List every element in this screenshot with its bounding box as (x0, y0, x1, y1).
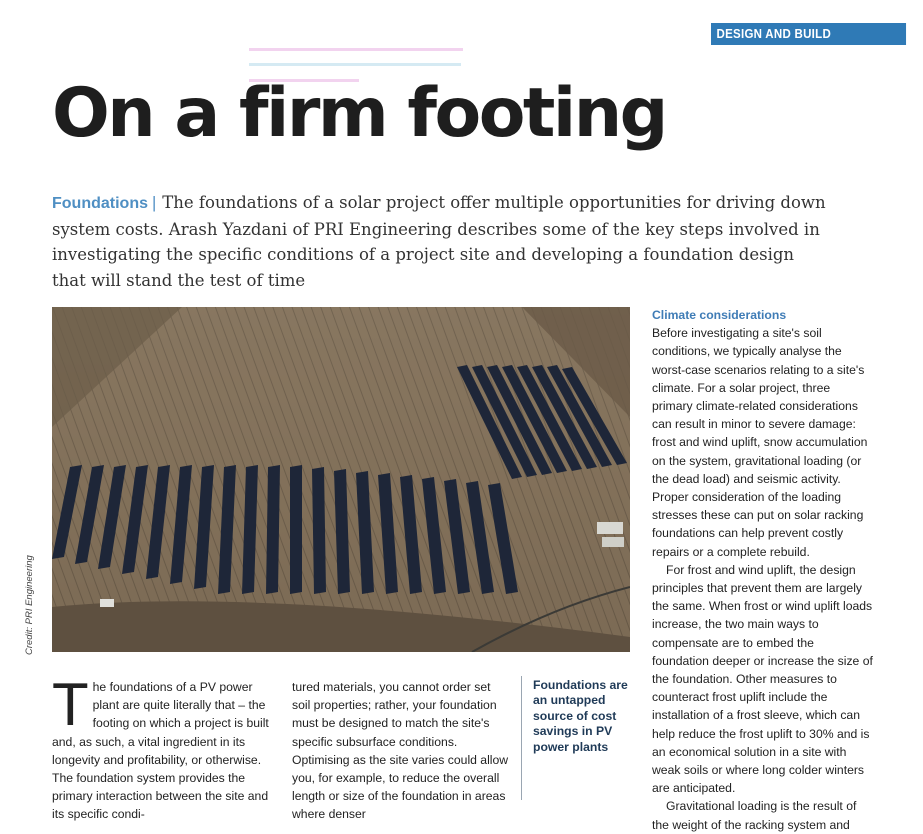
body-paragraph: Gravitational loading is the result of the weight of the racking system and (652, 799, 857, 832)
standfirst-separator: | (151, 194, 157, 212)
drop-cap: T (52, 671, 89, 738)
body-column-2 (292, 678, 512, 824)
standfirst (52, 190, 832, 293)
body-text: he foundations of a PV power plant are quite literally that – the footing on which a project is built and, as such, a vital ingredient in its longevity and profitability, or otherwise. The foundation system provides the primary interaction between the site and its specific condi- (52, 680, 269, 822)
body-column-4 (652, 306, 874, 834)
photo-credit: Credit: PRI Engineering (24, 555, 35, 655)
body-paragraph: For frost and wind uplift, the design principles that prevent them are largely the same. When frost or wind uplift loads increase, the two main ways to compensate are to embed the foundation deeper or increase the size of the foundation. Other measures to counteract frost uplift include the installation of a frost sleeve, which can help reduce the frost uplift to 30% and is an economical solution in a site with weak soils or where long colder winters are anticipated. (652, 562, 873, 796)
section-subhead: Climate considerations (652, 308, 787, 322)
solar-farm-aerial-photo (52, 307, 630, 652)
article-title: On a firm footing (52, 74, 666, 153)
standfirst-kicker: Foundations (52, 195, 148, 212)
body-paragraph: Before investigating a site's soil conditions, we typically analyse the worst-case scenarios relating to a site's climate. For a solar project, three primary climate-related considerations can result in minor to severe damage: frost and wind uplift, snow accumulation on the system, gravitational loading (or the dead load) and seismic activity. Proper consideration of the loading stresses these can put on solar racking foundations can help prevent costly repairs or a complete rebuild. (652, 326, 868, 559)
section-tag: DESIGN AND BUILD (711, 23, 906, 45)
pull-quote-rule (521, 676, 522, 800)
pull-quote: Foundations are an untapped source of cost savings in PV power plants (533, 678, 628, 754)
body-text: tured materials, you cannot order set soil properties; rather, your foundation must be designed to match the site's specific subsurface conditions. Optimising as the site varies could allow you, for example, to reduce the overall length or size of the foundation in areas where denser (292, 680, 509, 822)
bleed-through-line (249, 63, 461, 66)
standfirst-text: The foundations of a solar project offer multiple opportunities for driving down system costs. Arash Yazdani of PRI Engineering describes some of the key steps involved in investigating the specific conditions of a project site and developing a foundation design that will stand the test of time (52, 193, 826, 290)
bleed-through-line (249, 48, 463, 51)
body-column-1 (52, 671, 272, 824)
